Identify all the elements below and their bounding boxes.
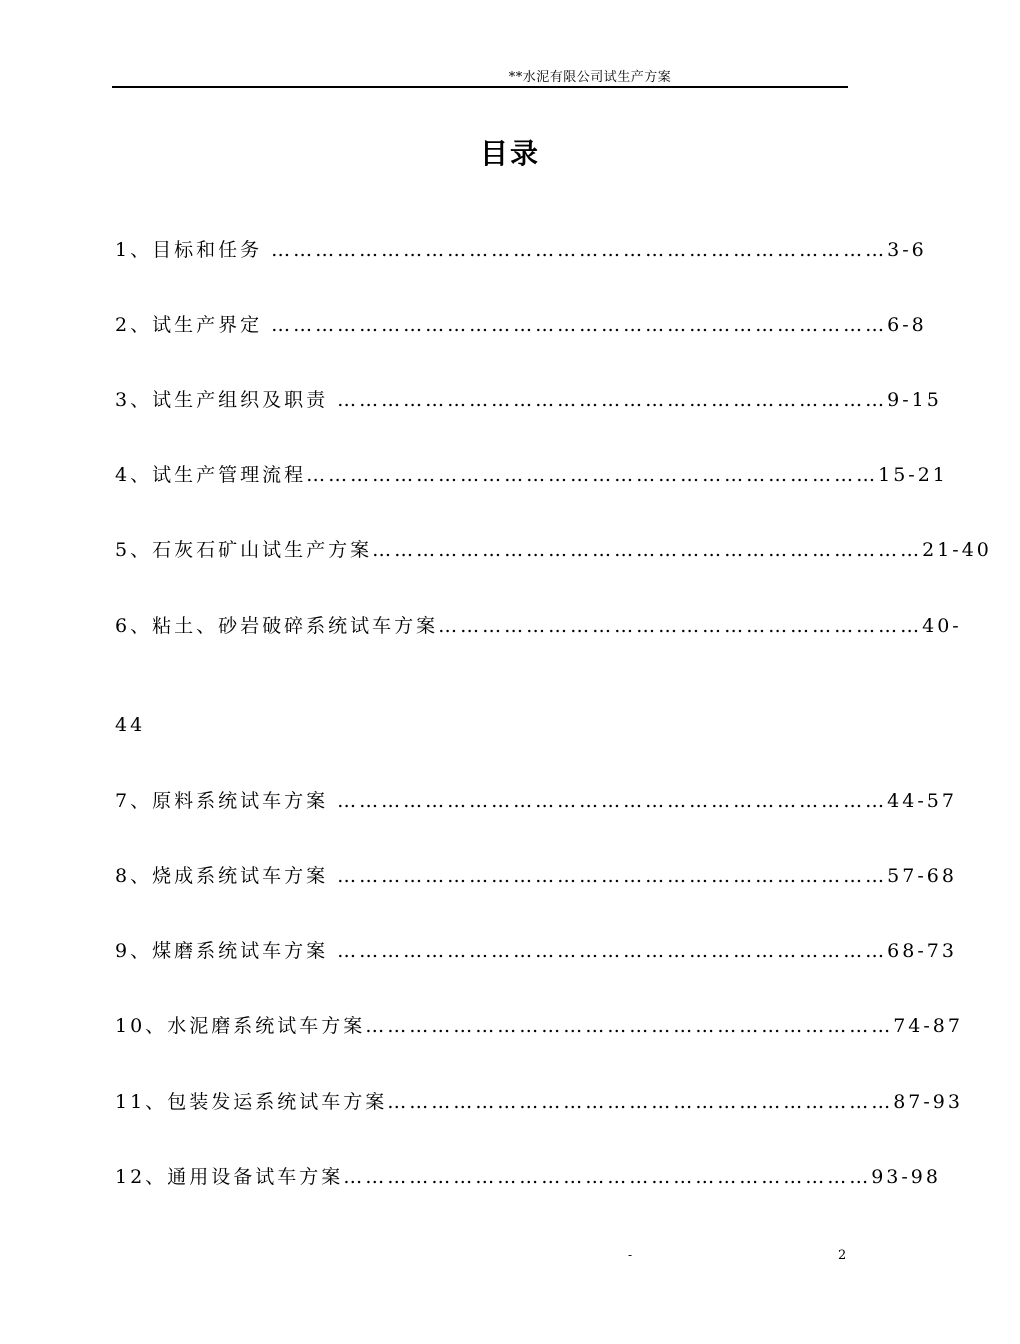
toc-item-leader: ………………………………………………………………………… <box>262 314 888 336</box>
toc-item[interactable] <box>115 1163 941 1191</box>
toc-item-leader: …………………………………………………………… <box>387 1091 894 1113</box>
page-number: 2 <box>838 1248 847 1263</box>
toc-item-label: 试生产管理流程 <box>152 464 307 486</box>
toc-item-label: 粘土、砂岩破碎系统试车方案 <box>152 615 439 637</box>
toc-item[interactable] <box>115 1088 963 1116</box>
toc-item-label: 水泥磨系统试车方案 <box>167 1015 366 1037</box>
toc-item-leader: ………………………………………………………………………… <box>262 239 888 261</box>
toc-item-pages: 9-15 <box>887 389 942 411</box>
header-rule <box>112 86 848 88</box>
toc-item-label: 试生产组织及职责 <box>152 389 329 411</box>
toc-item[interactable] <box>115 612 962 640</box>
toc-item-leader: ………………………………………………………………… <box>328 940 888 962</box>
toc-item-leader: ………………………………………………………… <box>438 615 923 637</box>
toc-item-number: 2、 <box>115 314 153 336</box>
header-text: **水泥有限公司试生产方案 <box>508 70 672 85</box>
toc-item-number: 4、 <box>115 464 153 486</box>
toc-item-pages: 74-87 <box>893 1015 963 1037</box>
toc-item[interactable] <box>115 536 992 564</box>
toc-item-pages: 21-40 <box>922 539 992 561</box>
toc-item-pages: 93-98 <box>871 1166 941 1188</box>
toc-item-pages: 68-73 <box>887 940 957 962</box>
toc-item-number: 9、 <box>115 940 153 962</box>
page-title: 目录 <box>479 137 540 170</box>
toc-item-number: 8、 <box>115 865 153 887</box>
toc-item[interactable] <box>115 236 927 264</box>
toc-item-leader: …………………………………………………………………… <box>306 464 879 486</box>
toc-item-number: 6、 <box>115 615 153 637</box>
toc-item-pages: 44 <box>115 714 146 736</box>
toc-item-pages: 6-8 <box>887 314 927 336</box>
toc-item-continuation[interactable] <box>115 711 145 739</box>
toc-item[interactable] <box>115 386 942 414</box>
toc-item-pages: 57-68 <box>887 865 957 887</box>
toc-item-label: 石灰石矿山试生产方案 <box>152 539 373 561</box>
toc-item-leader: ……………………………………………………………… <box>343 1166 872 1188</box>
toc-item-label: 目标和任务 <box>152 239 263 261</box>
toc-item-leader: ……………………………………………………………… <box>365 1015 894 1037</box>
toc-item-label: 试生产界定 <box>152 314 263 336</box>
toc-item-number: 10、 <box>115 1015 168 1037</box>
toc-item-leader: ………………………………………………………………… <box>328 790 888 812</box>
footer-dash: - <box>628 1248 633 1262</box>
toc-item-number: 5、 <box>115 539 153 561</box>
toc-item-label: 包装发运系统试车方案 <box>167 1091 388 1113</box>
toc-item-pages: 3-6 <box>887 239 927 261</box>
toc-item-label: 烧成系统试车方案 <box>152 865 329 887</box>
toc-item-number: 11、 <box>115 1091 168 1113</box>
toc-item-leader: ………………………………………………………………… <box>372 539 923 561</box>
toc-item-number: 12、 <box>115 1166 168 1188</box>
toc-item[interactable] <box>115 311 927 339</box>
toc-item-leader: ………………………………………………………………… <box>328 389 888 411</box>
toc-item-pages: 87-93 <box>893 1091 963 1113</box>
toc-item[interactable] <box>115 1012 963 1040</box>
toc-item-pages: 40- <box>922 615 962 637</box>
toc-item[interactable] <box>115 787 957 815</box>
toc-item[interactable] <box>115 862 957 890</box>
toc-item-label: 原料系统试车方案 <box>152 790 329 812</box>
toc-item-pages: 44-57 <box>887 790 957 812</box>
toc-item-number: 7、 <box>115 790 153 812</box>
toc-item[interactable] <box>115 461 948 489</box>
toc-item-label: 通用设备试车方案 <box>167 1166 344 1188</box>
toc-item-label: 煤磨系统试车方案 <box>152 940 329 962</box>
toc-item-number: 3、 <box>115 389 153 411</box>
toc-item-leader: ………………………………………………………………… <box>328 865 888 887</box>
toc-item[interactable] <box>115 937 957 965</box>
toc-item-pages: 15-21 <box>878 464 948 486</box>
toc-item-number: 1、 <box>115 239 153 261</box>
